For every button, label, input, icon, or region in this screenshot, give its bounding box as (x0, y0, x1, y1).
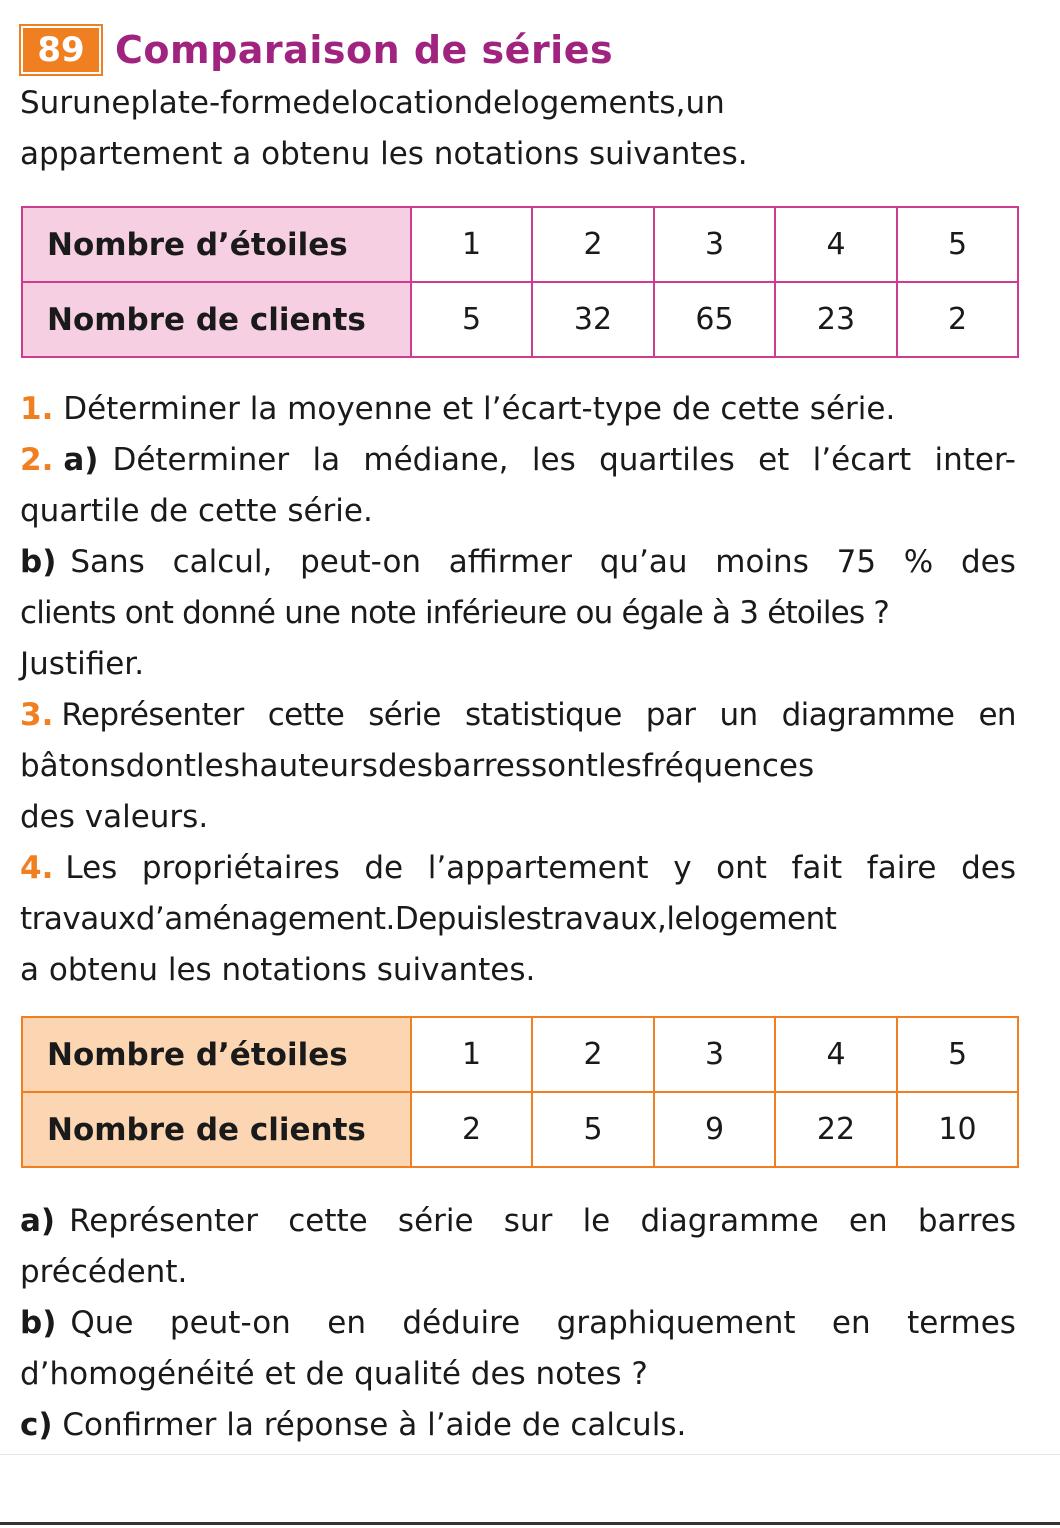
word: sont (531, 748, 598, 784)
word: fait (791, 850, 843, 886)
question-3-line-2 (20, 741, 1016, 792)
word: bâtons (20, 748, 126, 784)
word: ont (716, 850, 767, 886)
word: d’aménagement. (135, 901, 395, 937)
word: série (368, 697, 441, 733)
word: diagramme (640, 1203, 819, 1239)
part-b-words (70, 1298, 1016, 1349)
table-cell: 1 (411, 207, 532, 282)
word: le (666, 901, 694, 937)
part-b-line-2: d’homogénéité et de qualité des notes ? (20, 1356, 648, 1392)
word: un (719, 697, 758, 733)
word: médiane, (363, 442, 509, 478)
word: Les (65, 850, 118, 886)
word: logements, (512, 85, 686, 121)
table-cell: 1 (411, 1017, 532, 1092)
intro-line-2: appartement a obtenu les notations suivantes. (20, 136, 748, 172)
row-label-stars: Nombre d’étoiles (22, 1017, 411, 1092)
table-cell: 3 (654, 207, 775, 282)
word: de (473, 85, 513, 121)
word: les (531, 442, 576, 478)
word: Représenter (69, 1203, 258, 1239)
page-edge (0, 1522, 1060, 1525)
word: location (350, 85, 474, 121)
word: termes (907, 1305, 1016, 1341)
exercise-heading (21, 24, 613, 76)
table-cell: 5 (411, 282, 532, 357)
part-label: a) (20, 1203, 56, 1239)
table-cell: 2 (897, 282, 1018, 357)
ratings-table-before (21, 206, 1019, 358)
question-2b-words (70, 537, 1016, 588)
table-row-clients (22, 1092, 1018, 1167)
word: % (903, 544, 934, 580)
part-c-text: Confirmer la réponse à l’aide de calculs. (52, 1407, 687, 1443)
part-a-line-1 (20, 1196, 1016, 1247)
word: Depuis (394, 901, 499, 937)
part-label: b) (20, 1305, 57, 1341)
question-text: Déterminer la moyenne et l’écart-type de cette série. (53, 391, 896, 427)
word: qu’au (599, 544, 688, 580)
word: cette (288, 1203, 368, 1239)
questions-block (20, 384, 1016, 996)
exercise-number-badge: 89 (21, 26, 101, 74)
table-cell: 5 (532, 1092, 654, 1167)
word: en (831, 1305, 871, 1341)
part-label: b) (20, 544, 57, 580)
word: des (961, 850, 1016, 886)
table-cell: 5 (897, 207, 1018, 282)
word: peut-on (169, 1305, 291, 1341)
intro-paragraph (20, 78, 1016, 180)
question-number: 3. (20, 697, 54, 733)
table-cell: 2 (411, 1092, 532, 1167)
question-3-line-3: des valeurs. (20, 799, 209, 835)
row-label-clients: Nombre de clients (22, 1092, 411, 1167)
table-row-clients (22, 282, 1018, 357)
table-cell: 2 (532, 1017, 654, 1092)
word: des (960, 544, 1016, 580)
row-label-clients: Nombre de clients (22, 282, 411, 357)
word: et (758, 442, 790, 478)
word: fréquences (641, 748, 815, 784)
intro-line-1 (20, 78, 1016, 129)
row-label-stars: Nombre d’étoiles (22, 207, 411, 282)
table-cell: 23 (775, 282, 897, 357)
word: barres (432, 748, 532, 784)
part-a-words (69, 1196, 1016, 1247)
table-cell: 4 (775, 207, 897, 282)
word: de (311, 85, 351, 121)
table-cell: 22 (775, 1092, 897, 1167)
question-number: 4. (20, 850, 54, 886)
word: cette (267, 697, 345, 733)
word: affirmer (448, 544, 572, 580)
word: Sans (70, 544, 145, 580)
table-cell: 65 (654, 282, 775, 357)
word: des (377, 748, 433, 784)
table-cell: 4 (775, 1017, 897, 1092)
question-2a-words (112, 435, 1016, 486)
word: logement (693, 901, 837, 937)
word: de (364, 850, 404, 886)
footer-divider (0, 1454, 1060, 1455)
word: faire (866, 850, 937, 886)
question-4-line-2 (20, 894, 1016, 945)
word: Représenter (61, 697, 244, 733)
table-cell: 9 (654, 1092, 775, 1167)
question-4-line-3: a obtenu les notations suivantes. (20, 952, 536, 988)
word: inter- (934, 442, 1016, 478)
question-number: 1. (20, 391, 54, 427)
word: diagramme (781, 697, 955, 733)
question-4-words (65, 843, 1016, 894)
word: les (498, 901, 542, 937)
word: plate-forme (130, 85, 312, 121)
word: un (685, 85, 725, 121)
word: peut-on (300, 544, 422, 580)
word: y (673, 850, 692, 886)
table-row-stars (22, 1017, 1018, 1092)
word: l’écart (812, 442, 912, 478)
word: Sur (20, 85, 73, 121)
word: Que (70, 1305, 134, 1341)
word: le (582, 1203, 611, 1239)
word: dont (125, 748, 197, 784)
question-2a-line-2: quartile de cette série. (20, 493, 373, 529)
question-number: 2. (20, 442, 54, 478)
word: les (196, 748, 240, 784)
part-label: c) (20, 1407, 53, 1443)
word: en (978, 697, 1016, 733)
question-2b-line-1 (20, 537, 1016, 588)
table-cell: 2 (532, 207, 654, 282)
word: en (848, 1203, 888, 1239)
question-3-words (61, 690, 1016, 741)
word: barres (917, 1203, 1016, 1239)
word: propriétaires (141, 850, 340, 886)
word: l’appartement (427, 850, 649, 886)
table-cell: 32 (532, 282, 654, 357)
part-c (20, 1400, 1016, 1451)
word: Déterminer (112, 442, 290, 478)
word: une (72, 85, 131, 121)
question-2b-line-2: clients ont donné une note inférieure ou égale à 3 étoiles ? (20, 595, 889, 631)
table-cell: 3 (654, 1017, 775, 1092)
question-3-line-1 (20, 690, 1016, 741)
word: graphiquement (556, 1305, 796, 1341)
word: série (397, 1203, 474, 1239)
part-a-line-2: précédent. (20, 1254, 188, 1290)
part-label: a) (63, 442, 99, 478)
table-row-stars (22, 207, 1018, 282)
table-cell: 10 (897, 1092, 1018, 1167)
table-cell: 5 (897, 1017, 1018, 1092)
word: hauteurs (239, 748, 378, 784)
word: travaux, (541, 901, 667, 937)
question-2a-line-1 (20, 435, 1016, 486)
word: moins (715, 544, 809, 580)
word: déduire (402, 1305, 521, 1341)
word: en (327, 1305, 366, 1341)
ratings-table-after (21, 1016, 1019, 1168)
word: la (312, 442, 341, 478)
question-2b-line-3: Justifier. (20, 646, 145, 682)
word: calcul, (172, 544, 273, 580)
word: travaux (20, 901, 136, 937)
word: statistique (464, 697, 622, 733)
question-4-parts (20, 1196, 1016, 1451)
part-b-line-1 (20, 1298, 1016, 1349)
word: sur (503, 1203, 553, 1239)
exercise-title: Comparaison de séries (115, 28, 614, 72)
word: par (645, 697, 696, 733)
question-1 (20, 384, 1016, 435)
question-4-line-1 (20, 843, 1016, 894)
word: les (597, 748, 642, 784)
word: quartiles (599, 442, 735, 478)
word: 75 (836, 544, 877, 580)
